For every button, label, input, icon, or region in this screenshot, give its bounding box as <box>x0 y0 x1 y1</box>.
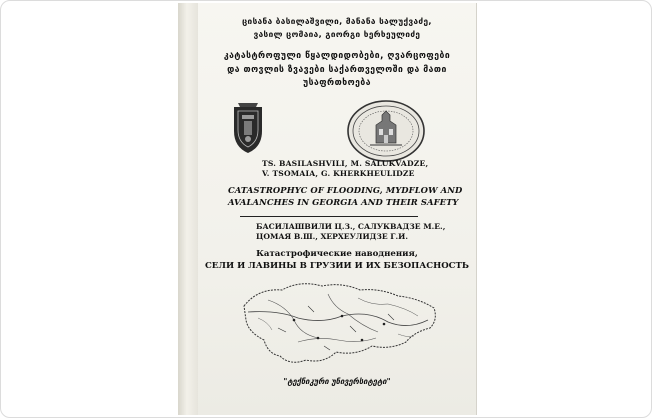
russian-title <box>198 248 476 272</box>
book-spine <box>178 3 199 415</box>
russian-authors-line: БАСИЛАШВИЛИ Ц.З., САЛУКВАДЗЕ М.Е., <box>256 222 446 231</box>
georgian-title <box>198 50 476 91</box>
georgian-title-line: უსაფრთხოება <box>303 78 371 88</box>
georgian-authors-line: ცისანა ბასილაშვილი, მანანა სალუქვაძე, <box>242 16 432 26</box>
georgian-title-line: კატასტროფული წყალდიდობები, ღვარცოფები <box>223 51 451 61</box>
english-authors <box>262 159 472 179</box>
russian-authors <box>256 222 471 242</box>
university-seal-icon <box>346 99 426 163</box>
russian-authors-line: ЦОМАЯ В.Ш., ХЕРХЕУЛИДЗЕ Г.И. <box>256 232 408 241</box>
coat-of-arms-icon <box>230 101 266 155</box>
book-cover <box>198 3 476 415</box>
georgian-title-line: და თოვლის ზვავები საქართველოში და მათი <box>227 64 447 75</box>
publisher-name: "ტექნიკური უნივერსიტეტი" <box>283 377 391 386</box>
russian-title-line: Катастрофические наводнения, <box>256 249 418 259</box>
english-title-line: AVALANCHES IN GEORGIA AND THEIR SAFETY <box>228 197 459 207</box>
divider <box>240 216 418 217</box>
english-authors-line: V. TSOMAIA, G. KHERKHEULIDZE <box>262 169 415 178</box>
georgian-authors <box>198 15 476 41</box>
english-title <box>228 184 468 208</box>
georgian-authors-line: ვასილ ცომაია, გიორგი ხერხეულიძე <box>253 29 421 39</box>
georgia-map-icon <box>238 276 443 371</box>
english-title-line: CATASTROPHYC OF FLOODING, MYDFLOW AND <box>228 185 463 195</box>
english-authors-line: TS. BASILASHVILI, M. SALUKVADZE, <box>262 159 429 168</box>
russian-title-line: СЕЛИ И ЛАВИНЫ В ГРУЗИИ И ИХ БЕЗОПАСНОСТЬ <box>204 261 470 271</box>
